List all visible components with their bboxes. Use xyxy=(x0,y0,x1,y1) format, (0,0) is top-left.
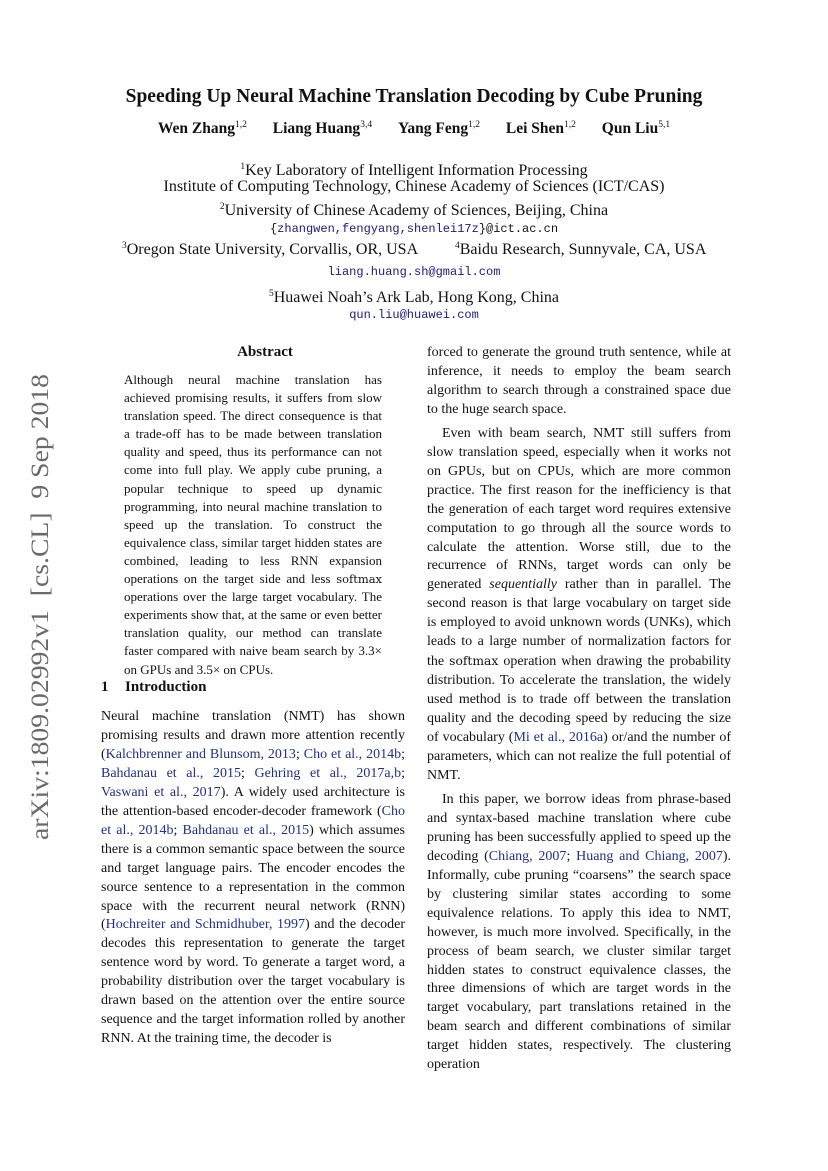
affiliation-1-line2: Institute of Computing Technology, Chinese Academy of Sciences (ICT/CAS) xyxy=(163,178,665,195)
author: Yang Feng$^{1,2}$ xyxy=(397,120,481,137)
paper-title: Speeding Up Neural Machine Translation Decoding by Cube Pruning xyxy=(125,86,703,107)
author: Liang Huang$^{3,4}$ xyxy=(272,120,373,137)
citation-link[interactable]: Chiang, 2007 xyxy=(488,848,567,864)
citation-link[interactable]: Kalchbrenner and Blunsom, 2013 xyxy=(105,746,296,762)
affiliation-4: $^4$Baidu Research, Sunnyvale, CA, USA xyxy=(455,241,707,258)
abstract-heading: Abstract xyxy=(237,344,293,360)
author: Wen Zhang$^{1,2}$ xyxy=(157,120,247,137)
citation-link[interactable]: Cho et al., 2014b xyxy=(101,803,405,838)
abstract-body: Although neural machine translation has achieved promising results, it suffers from slow translation speed. The direct consequence is that a trade-off has to be made between translation quality and speed, thus its performance can not come into full play. We apply cube pruning, a popular technique to speed up dynamic programming, into neural machine translation to speed up the translation. To construct the equivalence class, similar target hidden states are combined, leading to less RNN expansion operations on the target side and less softmax operations over the large target vocabulary. The experiments show that, at the same or even better translation quality, our method can translate faster compared with naive beam search by 3.3× on GPUs and 3.5× on CPUs. xyxy=(124,372,382,677)
author: Qun Liu$^{5,1}$ xyxy=(601,120,671,137)
citation-link[interactable]: Bahdanau et al., 2015 xyxy=(101,765,242,781)
citation-link[interactable]: Cho et al., 2014b xyxy=(303,746,402,762)
paragraph: forced to generate the ground truth sentence, while at inference, it needs to employ the beam search algorithm to search through a constrained space due to the huge search space. xyxy=(427,345,731,417)
citation-link[interactable]: Gehring et al., 2017a,b xyxy=(254,765,402,781)
affiliation-5: $^5$Huawei Noah’s Ark Lab, Hong Kong, China xyxy=(268,289,560,306)
author-list xyxy=(0,120,828,138)
affiliation-1: $^1$Key Laboratory of Intelligent Information Processing xyxy=(240,162,588,179)
affiliation-2: $^2$University of Chinese Academy of Sciences, Beijing, China xyxy=(219,202,609,219)
citation-link[interactable]: Mi et al., 2016a xyxy=(513,730,604,746)
arxiv-stamp-text: arXiv:1809.02992v1 [cs.CL] 9 Sep 2018 xyxy=(27,419,54,840)
affiliation-3: $^3$Oregon State University, Corvallis, OR, USA xyxy=(122,241,419,258)
citation-link[interactable]: Hochreiter and Schmidhuber, 1997 xyxy=(105,917,306,933)
author: Lei Shen$^{1,2}$ xyxy=(505,120,576,137)
email-ict[interactable]: {zhangwen,fengyang,shenlei17z}@ict.ac.cn xyxy=(269,222,559,236)
citation-link[interactable]: Vaswani et al., 2017 xyxy=(101,784,221,800)
citation-link[interactable]: Bahdanau et al., 2015 xyxy=(182,822,310,838)
arxiv-stamp[interactable] xyxy=(14,372,62,842)
email-huawei[interactable]: qun.liu@huawei.com xyxy=(349,308,479,322)
paragraph: In this paper, we borrow ideas from phrase-based and syntax-based machine translation where cube pruning has been successfully applied to speed up the decoding (Chiang, 2007; Huang and Chiang, 2007). Informally, cube pruning “coarsens” the search space by clustering similar states according to some equivalence relations. To apply this idea to NMT, however, is much more involved. Specifically, in the process of beam search, we cluster similar target hidden states to construct equivalence classes, the three dimensions of which are target words in the target vocabulary, part translations retained in the beam search and different combinations of similar target hidden states, respectively. The clustering operation xyxy=(427,791,732,1073)
paragraph: Even with beam search, NMT still suffers from slow translation speed, especially when it works not on GPUs, but on CPUs, which are more common practice. The first reason for the inefficiency is that the generation of each target word requires extensive computation to go through all the source words to calculate the attention. Worse still, due to the recurrence of RNNs, target words can only be generated sequentially rather than in parallel. The second reason is that large vocabulary on target side is employed to avoid unknown words (UNKs), which leads to a large number of normalization factors for the softmax operation when drawing the probability distribution. To accelerate the translation, the widely used method is to trade off between the translation quality and the decoding speed by reducing the size of vocabulary (Mi et al., 2016a) or/and the number of parameters, which can not realize the full potential of NMT. xyxy=(427,425,732,783)
section-heading: 1 Introduction xyxy=(101,679,207,695)
intro-paragraph: Neural machine translation (NMT) has shown promising results and drawn more attention recently (Kalchbrenner and Blunsom, 2013; Cho et al., 2014b; Bahdanau et al., 2015; Gehring et al., 2017a,b; Vaswani et al., 2017). A widely used architecture is the attention-based encoder-decoder framework (Cho et al., 2014b; Bahdanau et al., 2015) which assumes there is a common semantic space between the source and target language pairs. The encoder encodes the source sentence to a representation in the common space with the recurrent neural network (RNN) (Hochreiter and Schmidhuber, 1997) and the decoder decodes this representation to generate the target sentence word by word. To generate a target word, a probability distribution over the target vocabulary is drawn based on the attention over the entire source sequence and the target information rolled by another RNN. At the training time, the decoder is xyxy=(101,709,406,1047)
right-column xyxy=(427,344,731,1075)
citation-link[interactable]: Huang and Chiang, 2007 xyxy=(576,848,723,864)
email-gmail[interactable]: liang.huang.sh@gmail.com xyxy=(327,265,501,279)
